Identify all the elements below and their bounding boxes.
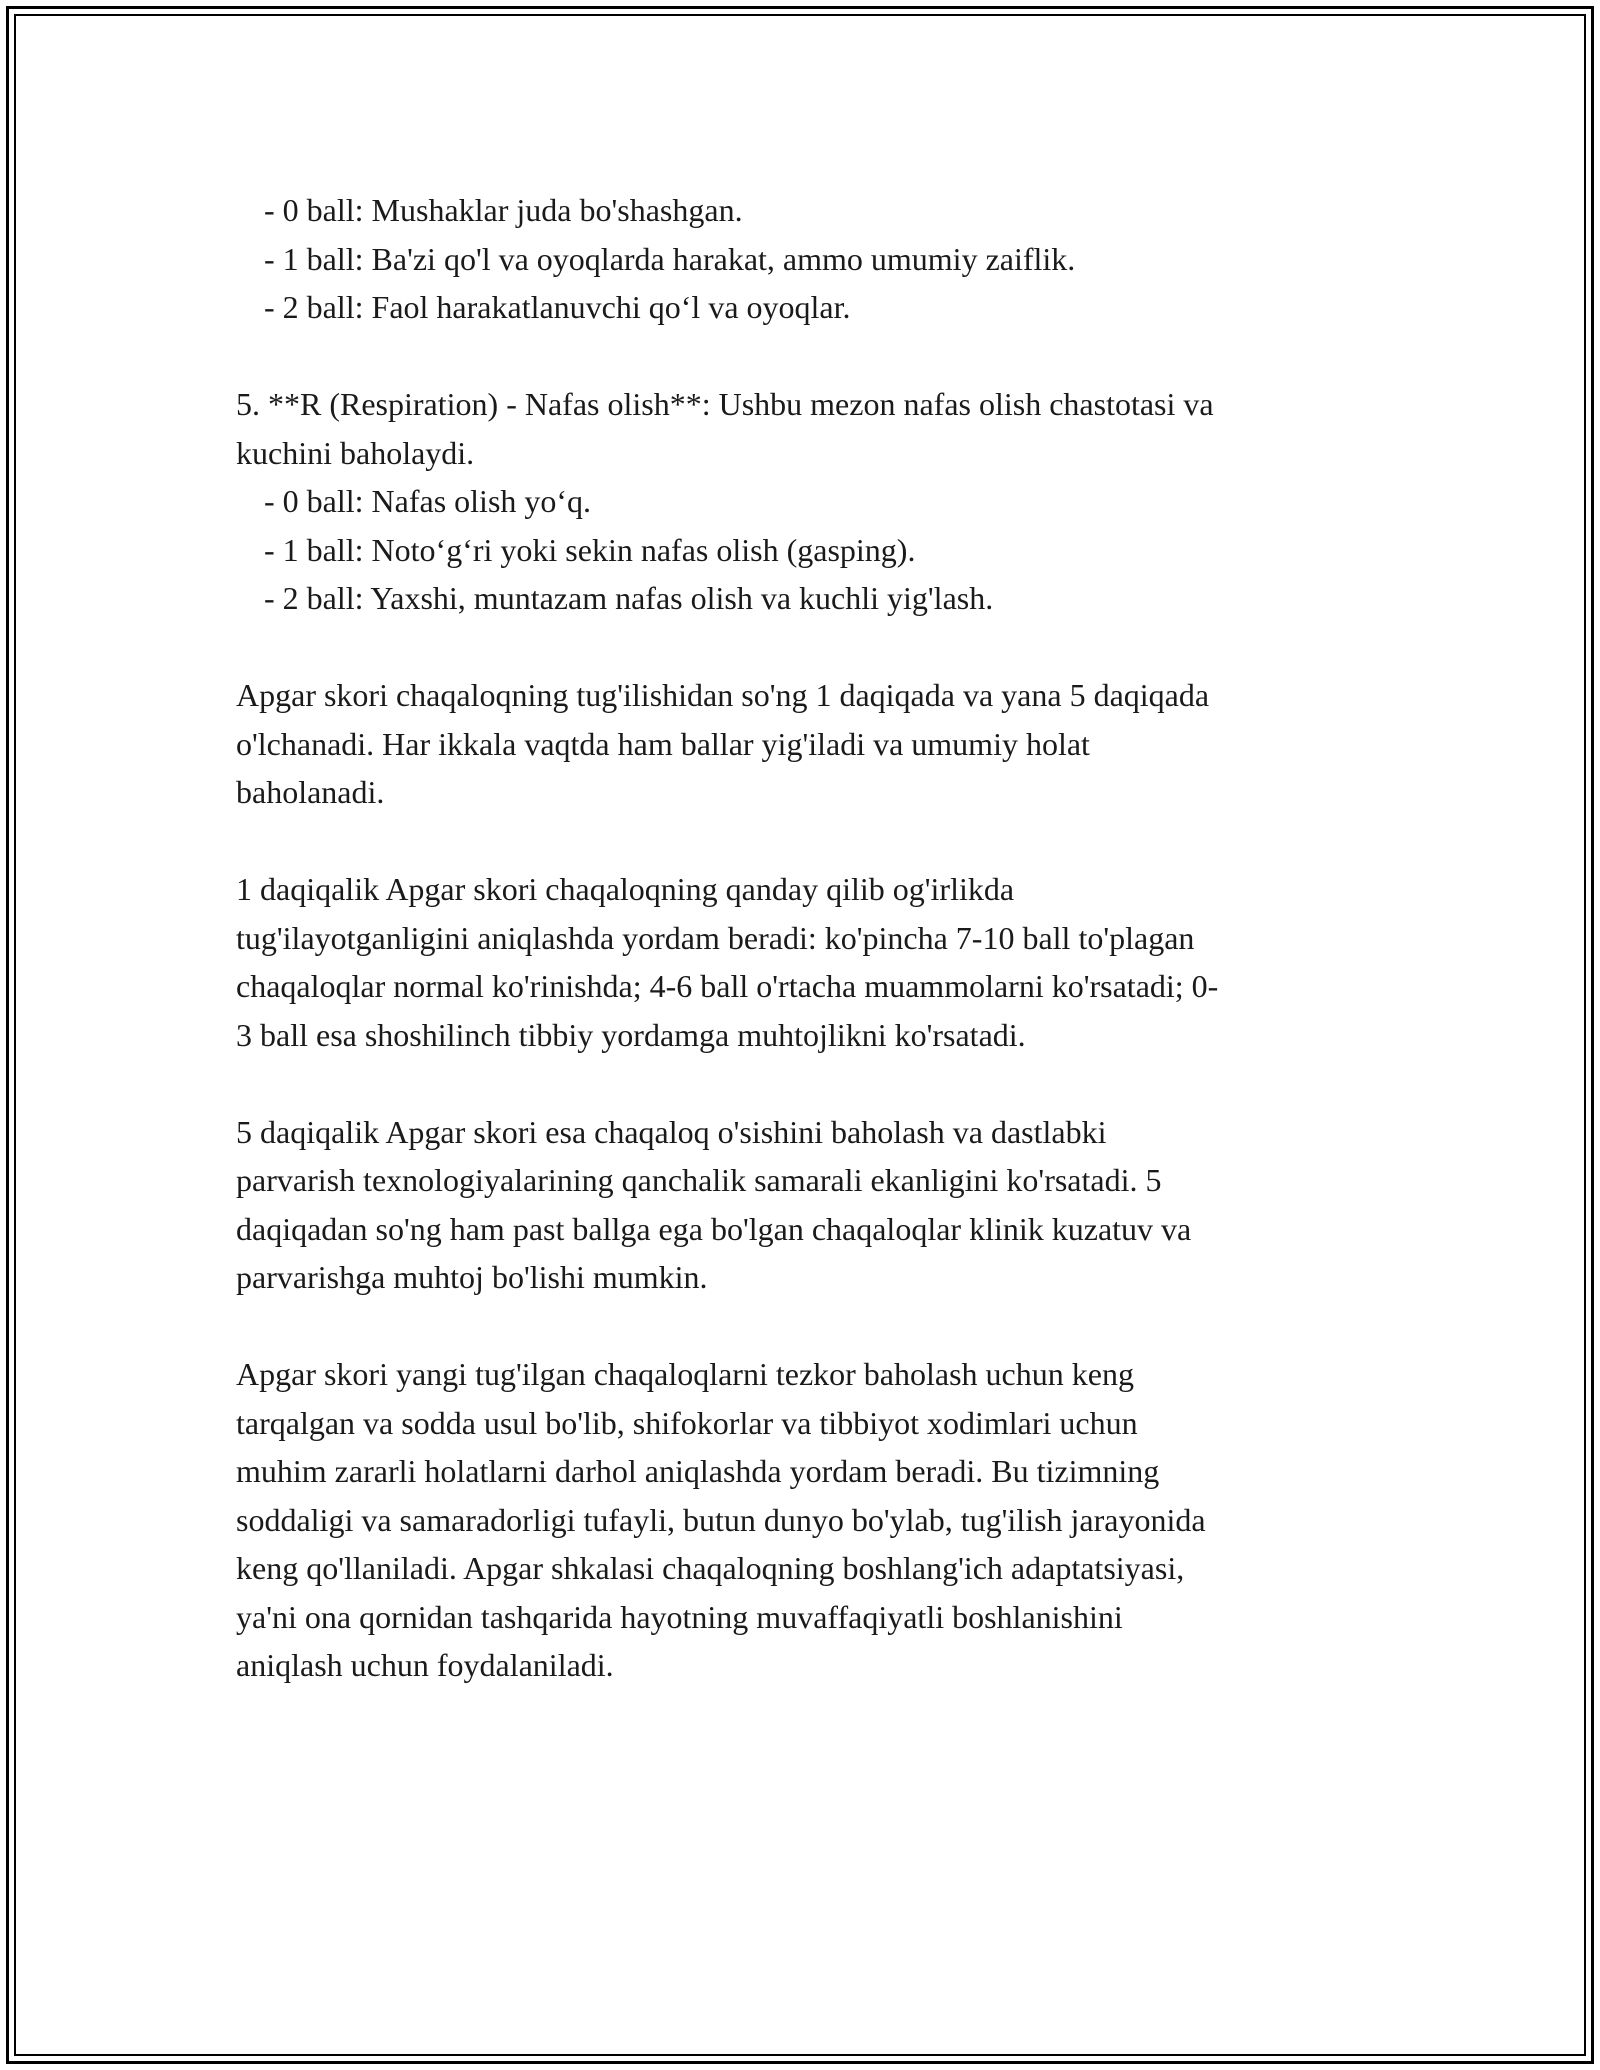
list-item-line: - 0 ball: Nafas olish yo‘q. [264, 483, 592, 519]
text-line: parvarish texnologiyalarining qanchalik samarali ekanligini ko'rsatadi. 5 [236, 1162, 1162, 1198]
paragraph [236, 380, 1366, 623]
list-item-line: - 2 ball: Faol harakatlanuvchi qo‘l va oyoqlar. [264, 289, 851, 325]
text-line: chaqaloqlar normal ko'rinishda; 4-6 ball o'rtacha muammolarni ko'rsatadi; 0- [236, 968, 1219, 1004]
paragraph [236, 1108, 1366, 1302]
text-line: ya'ni ona qornidan tashqarida hayotning muvaffaqiyatli boshlanishini [236, 1598, 1123, 1635]
text-line: 3 ball esa shoshilinch tibbiy yordamga muhtojlikni ko'rsatadi. [236, 1016, 1026, 1053]
text-line: soddaligi va samaradorligi tufayli, butun dunyo bo'ylab, tug'ilish jarayonida [236, 1501, 1206, 1538]
list-item-line: - 1 ball: Ba'zi qo'l va oyoqlarda harakat, ammo umumiy zaiflik. [264, 240, 1076, 277]
list-item-line: - 0 ball: Mushaklar juda bo'shashgan. [264, 192, 743, 228]
text-line: parvarishga muhtoj bo'lishi mumkin. [236, 1259, 708, 1295]
text-line: tarqalgan va sodda usul bo'lib, shifokorlar va tibbiyot xodimlari uchun [236, 1404, 1138, 1441]
paragraph [236, 186, 1366, 332]
document-body [236, 186, 1366, 1738]
text-line: Apgar skori chaqaloqning tug'ilishidan so'ng 1 daqiqada va yana 5 daqiqada [236, 677, 1210, 713]
text-line: daqiqadan so'ng ham past ballga ega bo'lgan chaqaloqlar klinik kuzatuv va [236, 1210, 1192, 1247]
text-line: 1 daqiqalik Apgar skori chaqaloqning qanday qilib og'irlikda [236, 871, 1015, 907]
paragraph [236, 1350, 1366, 1690]
text-line: 5 daqiqalik Apgar skori esa chaqaloq o'sishini baholash va dastlabki [236, 1113, 1107, 1150]
list-item-line: - 2 ball: Yaxshi, muntazam nafas olish va kuchli yig'lash. [264, 580, 994, 616]
text-line: keng qo'llaniladi. Apgar shkalasi chaqaloqning boshlang'ich adaptatsiyasi, [236, 1550, 1185, 1586]
paragraph [236, 671, 1366, 817]
text-line: aniqlash uchun foydalaniladi. [236, 1647, 614, 1683]
text-line: kuchini baholaydi. [236, 434, 475, 471]
text-line: muhim zararli holatlarni darhol aniqlashda yordam beradi. Bu tizimning [236, 1453, 1160, 1489]
text-line: tug'ilayotganligini aniqlashda yordam beradi: ko'pincha 7-10 ball to'plagan [236, 919, 1195, 956]
paragraph [236, 865, 1366, 1059]
list-item-line: - 1 ball: Noto‘g‘ri yoki sekin nafas olish (gasping). [264, 531, 916, 568]
text-line: o'lchanadi. Har ikkala vaqtda ham ballar yig'iladi va umumiy holat [236, 725, 1090, 762]
text-line: baholanadi. [236, 774, 385, 810]
text-line: Apgar skori yangi tug'ilgan chaqaloqlarni tezkor baholash uchun keng [236, 1356, 1134, 1392]
text-line: 5. **R (Respiration) - Nafas olish**: Ushbu mezon nafas olish chastotasi va [236, 386, 1214, 422]
